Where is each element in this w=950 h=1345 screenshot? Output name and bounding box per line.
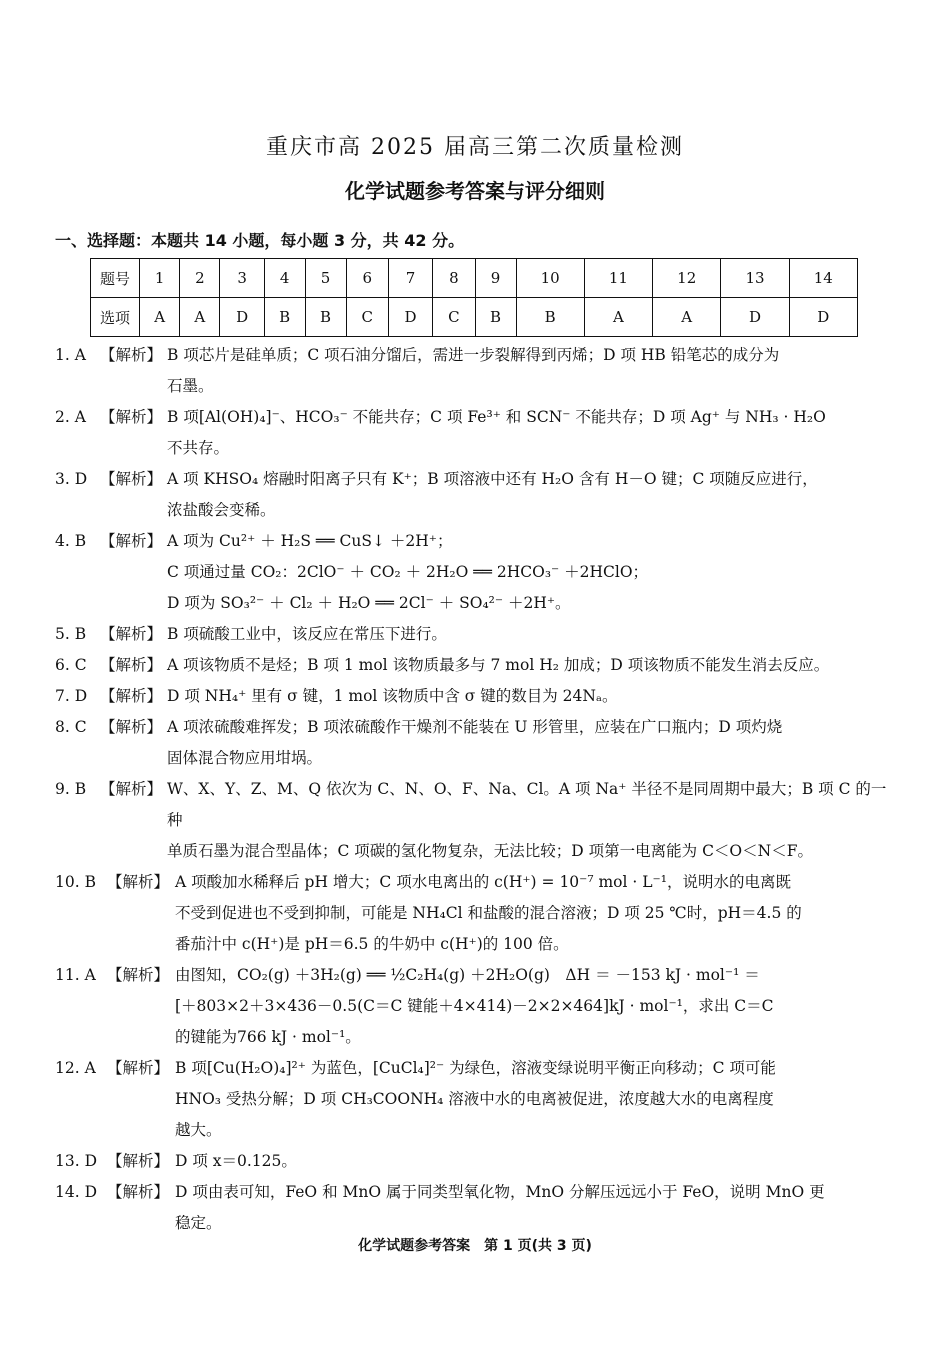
section-heading: 一、选择题：本题共 14 小题，每小题 3 分，共 42 分。: [55, 231, 465, 250]
body-line: 稳定。: [175, 1214, 222, 1232]
page-subtitle: 化学试题参考答案与评分细则: [345, 179, 605, 203]
body-line: 越大。: [175, 1121, 222, 1139]
answer-cell: A: [140, 298, 180, 337]
item-body: [175, 1146, 895, 1177]
explanation-item: [55, 650, 895, 681]
item-number: 12. A: [55, 1059, 96, 1077]
question-number-cell: 8: [433, 259, 475, 298]
item-body: [167, 774, 895, 867]
explanation-item: [55, 681, 895, 712]
item-number: 6. C: [55, 656, 87, 674]
body-line: D 项 x＝0.125。: [175, 1152, 297, 1170]
explanation-list: [55, 340, 895, 1239]
item-body: [175, 960, 895, 1053]
body-line: HNO₃ 受热分解；D 项 CH₃COONH₄ 溶液中水的电离被促进，浓度越大水的电离程度: [175, 1090, 774, 1108]
page-footer: 化学试题参考答案 第 1 页(共 3 页): [358, 1238, 592, 1254]
body-line: 由图知，CO₂(g) ＋3H₂(g) ══ ½C₂H₄(g) ＋2H₂O(g) ΔH ＝ －153 kJ · mol⁻¹ ＝: [175, 966, 760, 984]
explanation-item: [55, 1177, 895, 1239]
analysis-tag: 【解析】: [100, 346, 163, 364]
body-line: D 项为 SO₃²⁻ ＋ Cl₂ ＋ H₂O ══ 2Cl⁻ ＋ SO₄²⁻ ＋2H⁺。: [167, 594, 571, 612]
question-number-cell: 9: [475, 259, 516, 298]
body-line: [＋803×2＋3×436－0.5(C＝C 键能＋4×414)－2×2×464]kJ · mol⁻¹，求出 C＝C: [175, 997, 774, 1015]
item-number: 2. A: [55, 408, 86, 426]
analysis-tag: 【解析】: [100, 470, 163, 488]
body-line: A 项酸加水稀释后 pH 增大；C 项水电离出的 c(H⁺) = 10⁻⁷ mol · L⁻¹，说明水的电离既: [175, 873, 791, 891]
explanation-item: [55, 526, 895, 619]
item-number: 10. B: [55, 873, 96, 891]
answer-cell: C: [433, 298, 475, 337]
answer-cell: D: [789, 298, 857, 337]
body-line: 石墨。: [167, 377, 214, 395]
body-line: A 项浓硫酸难挥发；B 项浓硫酸作干燥剂不能装在 U 形管里，应装在广口瓶内；D 项灼烧: [167, 718, 783, 736]
analysis-tag: 【解析】: [107, 966, 170, 984]
explanation-item: [55, 774, 895, 867]
question-number-cell: 12: [653, 259, 721, 298]
item-body: [175, 867, 895, 960]
row-header-question-number: 题号: [91, 259, 140, 298]
item-body: [175, 1053, 895, 1146]
body-line: 的键能为766 kJ · mol⁻¹。: [175, 1028, 361, 1046]
answer-cell: C: [346, 298, 388, 337]
question-number-cell: 6: [346, 259, 388, 298]
item-body: [167, 526, 895, 619]
body-line: D 项由表可知，FeO 和 MnO 属于同类型氧化物，MnO 分解压远远小于 FeO，说明 MnO 更: [175, 1183, 825, 1201]
explanation-item: [55, 960, 895, 1053]
analysis-tag: 【解析】: [100, 656, 163, 674]
analysis-tag: 【解析】: [107, 1152, 170, 1170]
question-number-cell: 3: [220, 259, 264, 298]
analysis-tag: 【解析】: [100, 780, 163, 798]
item-number: 11. A: [55, 966, 96, 984]
answer-cell: D: [220, 298, 264, 337]
answer-row: [91, 298, 858, 337]
analysis-tag: 【解析】: [100, 408, 163, 426]
answer-cell: A: [584, 298, 652, 337]
answer-cell: A: [180, 298, 220, 337]
analysis-tag: 【解析】: [100, 625, 163, 643]
question-number-cell: 13: [721, 259, 789, 298]
item-body: [167, 464, 895, 526]
item-body: [167, 340, 895, 402]
item-body: [167, 619, 895, 650]
question-number-cell: 2: [180, 259, 220, 298]
item-number: 14. D: [55, 1183, 98, 1201]
body-line: B 项硫酸工业中，该反应在常压下进行。: [167, 625, 447, 643]
body-line: B 项芯片是硅单质；C 项石油分馏后，需进一步裂解得到丙烯；D 项 HB 铅笔芯的成分为: [167, 346, 780, 364]
analysis-tag: 【解析】: [107, 1059, 170, 1077]
analysis-tag: 【解析】: [100, 687, 163, 705]
answer-cell: B: [264, 298, 305, 337]
question-number-cell: 14: [789, 259, 857, 298]
row-header-answer: 选项: [91, 298, 140, 337]
body-line: W、X、Y、Z、M、Q 依次为 C、N、O、F、Na、Cl。A 项 Na⁺ 半径不是同周期中最大；B 项 C 的一种: [167, 780, 887, 829]
item-body: [167, 712, 895, 774]
body-line: C 项通过量 CO₂：2ClO⁻ ＋ CO₂ ＋ 2H₂O ══ 2HCO₃⁻ ＋2HClO；: [167, 563, 649, 581]
item-number: 3. D: [55, 470, 88, 488]
body-line: A 项 KHSO₄ 熔融时阳离子只有 K⁺；B 项溶液中还有 H₂O 含有 H－O 键；C 项随反应进行，: [167, 470, 818, 488]
item-body: [175, 1177, 895, 1239]
explanation-item: [55, 1146, 895, 1177]
explanation-item: [55, 402, 895, 464]
question-number-cell: 11: [584, 259, 652, 298]
answer-table: [90, 258, 858, 337]
analysis-tag: 【解析】: [107, 873, 170, 891]
answer-cell: A: [653, 298, 721, 337]
item-number: 1. A: [55, 346, 86, 364]
explanation-item: [55, 712, 895, 774]
analysis-tag: 【解析】: [100, 718, 163, 736]
body-line: 浓盐酸会变稀。: [167, 501, 276, 519]
question-number-cell: 7: [388, 259, 432, 298]
body-line: 番茄汁中 c(H⁺)是 pH＝6.5 的牛奶中 c(H⁺)的 100 倍。: [175, 935, 569, 953]
page-title: 重庆市高 2025 届高三第二次质量检测: [266, 135, 684, 160]
item-number: 7. D: [55, 687, 88, 705]
question-number-cell: 1: [140, 259, 180, 298]
answer-cell: D: [721, 298, 789, 337]
body-line: 固体混合物应用坩埚。: [167, 749, 323, 767]
body-line: B 项[Al(OH)₄]⁻、HCO₃⁻ 不能共存；C 项 Fe³⁺ 和 SCN⁻ 不能共存；D 项 Ag⁺ 与 NH₃ · H₂O: [167, 408, 826, 426]
body-line: D 项 NH₄⁺ 里有 σ 键，1 mol 该物质中含 σ 键的数目为 24Nₐ。: [167, 687, 618, 705]
item-number: 9. B: [55, 780, 87, 798]
question-number-cell: 5: [305, 259, 346, 298]
item-body: [167, 650, 895, 681]
analysis-tag: 【解析】: [100, 532, 163, 550]
item-number: 4. B: [55, 532, 87, 550]
question-number-cell: 4: [264, 259, 305, 298]
body-line: 不受到促进也不受到抑制，可能是 NH₄Cl 和盐酸的混合溶液；D 项 25 ℃时，pH＝4.5 的: [175, 904, 802, 922]
body-line: 不共存。: [167, 439, 230, 457]
explanation-item: [55, 340, 895, 402]
explanation-item: [55, 1053, 895, 1146]
explanation-item: [55, 619, 895, 650]
body-line: 单质石墨为混合型晶体；C 项碳的氢化物复杂，无法比较；D 项第一电离能为 C＜O＜N＜F。: [167, 842, 813, 860]
question-number-cell: 10: [516, 259, 584, 298]
answer-cell: B: [305, 298, 346, 337]
item-body: [167, 681, 895, 712]
answer-cell: B: [516, 298, 584, 337]
body-line: B 项[Cu(H₂O)₄]²⁺ 为蓝色，[CuCl₄]²⁻ 为绿色，溶液变绿说明平衡正向移动；C 项可能: [175, 1059, 776, 1077]
item-number: 8. C: [55, 718, 87, 736]
explanation-item: [55, 867, 895, 960]
answer-cell: B: [475, 298, 516, 337]
analysis-tag: 【解析】: [107, 1183, 170, 1201]
body-line: A 项为 Cu²⁺ ＋ H₂S ══ CuS↓ ＋2H⁺；: [167, 532, 453, 550]
question-number-row: [91, 259, 858, 298]
item-number: 13. D: [55, 1152, 98, 1170]
explanation-item: [55, 464, 895, 526]
body-line: A 项该物质不是烃；B 项 1 mol 该物质最多与 7 mol H₂ 加成；D 项该物质不能发生消去反应。: [167, 656, 830, 674]
item-body: [167, 402, 895, 464]
answer-cell: D: [388, 298, 432, 337]
item-number: 5. B: [55, 625, 87, 643]
